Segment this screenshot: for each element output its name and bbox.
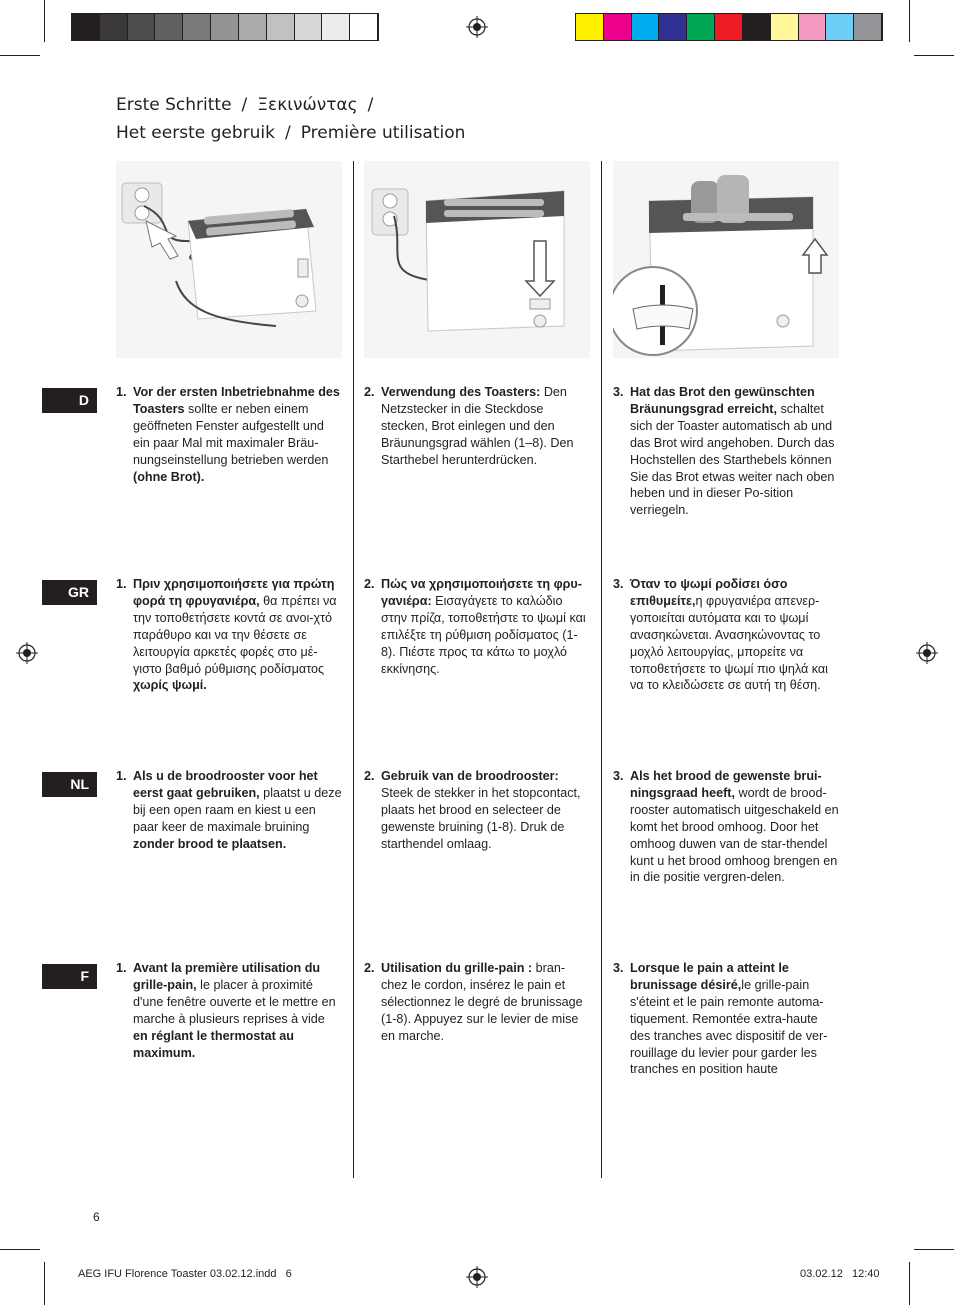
step-text: le placer à proximité d'une fenêtre ouverte et le mettre en marche à plusieurs reprises à vide bbox=[133, 977, 336, 1026]
crop-mark bbox=[0, 1249, 40, 1250]
step-text: bran-chez le cordon, insérez le pain et sélectionnez le degré de brunissage (1-8). Appuyez sur le levier de mise en marche. bbox=[381, 961, 583, 1043]
crop-mark bbox=[909, 0, 910, 42]
step-bold: Verwendung des Toasters: bbox=[381, 385, 541, 399]
color-swatch bbox=[659, 14, 687, 40]
step-bold: Als u de broodrooster voor het eerst gaat gebruiken, bbox=[133, 769, 318, 800]
step-fr-1 bbox=[116, 960, 342, 1061]
step-gr-2 bbox=[364, 576, 590, 677]
process-color-bar bbox=[575, 13, 883, 41]
step-nl-3 bbox=[613, 768, 839, 886]
color-swatch bbox=[576, 14, 604, 40]
step-bold: Vor der ersten Inbetriebnahme des Toasters bbox=[133, 385, 340, 416]
title-separator: / bbox=[241, 95, 248, 115]
step-de-1 bbox=[116, 384, 342, 485]
step-de-3 bbox=[613, 384, 839, 519]
toaster-photo-finish bbox=[613, 161, 839, 358]
color-swatch bbox=[239, 14, 267, 40]
language-badge-de: D bbox=[42, 388, 97, 413]
step-bold: Avant la première utilisation du grille-pain, bbox=[133, 961, 321, 992]
step-nl-1 bbox=[116, 768, 342, 853]
registration-mark-icon bbox=[466, 1266, 488, 1288]
step-number: 1. bbox=[116, 577, 127, 591]
step-number: 3. bbox=[613, 769, 624, 783]
step-number: 2. bbox=[364, 577, 375, 591]
color-swatch bbox=[799, 14, 827, 40]
column-divider bbox=[353, 161, 354, 1178]
step-number: 2. bbox=[364, 961, 375, 975]
step-number: 3. bbox=[613, 961, 624, 975]
step-bold: Gebruik van de broodrooster: bbox=[381, 769, 559, 783]
crop-mark bbox=[44, 1262, 45, 1305]
step-fr-3 bbox=[613, 960, 839, 1078]
step-text: Steek de stekker in het stopcontact, plaats het brood en selecteer de gewenste bruining (1-8). Druk de starthendel omlaag. bbox=[381, 785, 581, 851]
color-swatch bbox=[183, 14, 211, 40]
crop-mark bbox=[914, 55, 954, 56]
color-swatch bbox=[295, 14, 323, 40]
page-number: 6 bbox=[93, 1210, 100, 1224]
crop-mark bbox=[0, 55, 40, 56]
registration-mark-icon bbox=[466, 16, 488, 38]
title-separator: / bbox=[284, 123, 291, 143]
color-swatch bbox=[322, 14, 350, 40]
title-fr: Première utilisation bbox=[300, 123, 466, 143]
step-number: 2. bbox=[364, 385, 375, 399]
registration-mark-icon bbox=[16, 642, 38, 664]
step-number: 2. bbox=[364, 769, 375, 783]
step-bold-end: (ohne Brot). bbox=[133, 469, 205, 484]
step-number: 1. bbox=[116, 769, 127, 783]
color-swatch bbox=[771, 14, 799, 40]
color-swatch bbox=[155, 14, 183, 40]
crop-mark bbox=[909, 1262, 910, 1305]
step-text: plaatst u deze bij een open raam en kiest u een paar keer de maximale bruining bbox=[133, 785, 342, 834]
step-bold: Lorsque le pain a atteint le brunissage désiré, bbox=[630, 961, 789, 992]
step-gr-1 bbox=[116, 576, 342, 694]
step-text: le grille-pain s'éteint et le pain remonte automa-tiquement. Remontée extra-haute des tranches avec dispositif de ver-rouillage du levier pour garder les tranches en position haute bbox=[630, 977, 828, 1077]
title-de: Erste Schritte bbox=[116, 95, 232, 115]
title-separator: / bbox=[367, 95, 374, 115]
step-text: wordt de brood-rooster automatisch uitgeschakeld en komt het brood omhoog. Door het omhoog duwen van de star-thendel kunt u het brood omhoog brengen en in die positie vergren-delen. bbox=[630, 785, 839, 885]
step-bold: Πώς να χρησιμοποιήσετε τη φρυ-γανιέρα: bbox=[381, 577, 582, 608]
step-text: Εισαγάγετε το καλώδιο στην πρίζα, τοποθετήστε το ψωμί και επιλέξτε τη ρύθμιση ροδίσματος (1-8). Πιέστε προς τα κάτω το μοχλό εκκίνησης. bbox=[381, 593, 586, 676]
color-swatch bbox=[604, 14, 632, 40]
color-swatch bbox=[687, 14, 715, 40]
page-title-line-1 bbox=[116, 95, 383, 115]
toaster-photo-start bbox=[364, 161, 590, 358]
color-swatch bbox=[826, 14, 854, 40]
step-text: Den Netzstecker in die Steckdose stecken, Brot einlegen und den Bräunungsgrad wählen (1–8). Den Starthebel herunterdrücken. bbox=[381, 385, 574, 467]
color-swatch bbox=[743, 14, 771, 40]
step-bold: Πριν χρησιμοποιήσετε για πρώτη φορά τη φρυγανιέρα, bbox=[133, 577, 335, 608]
page-title-line-2 bbox=[116, 123, 465, 143]
grey-color-bar bbox=[71, 13, 379, 41]
step-text: sollte er neben einem geöffneten Fenster aufgestellt und ein paar Mal mit maximaler Bräu-nungseinstellung betrieben werden bbox=[133, 401, 329, 467]
color-swatch bbox=[854, 14, 882, 40]
step-bold-end: zonder brood te plaatsen. bbox=[133, 836, 287, 851]
footer-date-value: 03.02.12 bbox=[800, 1268, 843, 1280]
step-text: η φρυγανιέρα απενερ-γοποιείται αυτόματα και το ψωμί ανασηκώνεται. Ανασηκώνοντας το μοχλό λειτουργίας, μπορείτε να τοποθετήσετε το ψωμί πιο ψηλά και να το κλειδώσετε σε αυτή τη θέση. bbox=[630, 593, 828, 693]
color-swatch bbox=[350, 14, 378, 40]
step-bold-end: χωρίς ψωμί. bbox=[133, 678, 207, 693]
step-de-2 bbox=[364, 384, 590, 469]
color-swatch bbox=[715, 14, 743, 40]
color-swatch bbox=[100, 14, 128, 40]
color-swatch bbox=[267, 14, 295, 40]
color-swatch bbox=[211, 14, 239, 40]
toaster-photo-plug-in bbox=[116, 161, 342, 358]
language-badge-gr: GR bbox=[42, 580, 97, 605]
language-badge-nl: NL bbox=[42, 772, 97, 797]
step-text: θα πρέπει να την τοποθετήσετε κοντά σε ανοι-χτό παράθυρο και να την θέσετε σε λειτουργία αρκετές φορές στο μέ-γιστο βαθμό ρύθμισης ροδίσματος bbox=[133, 593, 337, 676]
footer-date bbox=[800, 1268, 880, 1280]
language-badge-fr: F bbox=[42, 964, 97, 989]
step-number: 3. bbox=[613, 577, 624, 591]
crop-mark bbox=[914, 1249, 954, 1250]
step-bold: Όταν το ψωμί ροδίσει όσο επιθυμείτε, bbox=[630, 577, 788, 608]
step-bold: Utilisation du grille-pain : bbox=[381, 961, 533, 975]
step-number: 1. bbox=[116, 385, 127, 399]
registration-mark-icon bbox=[916, 642, 938, 664]
step-fr-2 bbox=[364, 960, 590, 1045]
step-bold: Hat das Brot den gewünschten Bräunungsgrad erreicht, bbox=[630, 385, 815, 416]
step-gr-3 bbox=[613, 576, 839, 694]
step-text: schaltet sich der Toaster automatisch ab und das Brot wird angehoben. Durch das Hochstellen des Starthebels können Sie das Brot etwas weiter nach oben heben und in dieser Po-sition verriegeln. bbox=[630, 401, 835, 518]
color-swatch bbox=[72, 14, 100, 40]
color-swatch bbox=[128, 14, 156, 40]
step-bold-end: en réglant le thermostat au maximum. bbox=[133, 1028, 294, 1060]
footer-time-value: 12:40 bbox=[852, 1268, 880, 1280]
title-gr: Ξεκινώντας bbox=[257, 95, 358, 115]
column-divider bbox=[601, 161, 602, 1178]
title-nl: Het eerste gebruik bbox=[116, 123, 275, 143]
color-swatch bbox=[632, 14, 660, 40]
step-number: 1. bbox=[116, 961, 127, 975]
footer-filename: AEG IFU Florence Toaster 03.02.12.indd 6 bbox=[78, 1268, 292, 1280]
crop-mark bbox=[44, 0, 45, 42]
step-nl-2 bbox=[364, 768, 590, 853]
step-number: 3. bbox=[613, 385, 624, 399]
step-bold: Als het brood de gewenste brui-ningsgraad heeft, bbox=[630, 769, 822, 800]
